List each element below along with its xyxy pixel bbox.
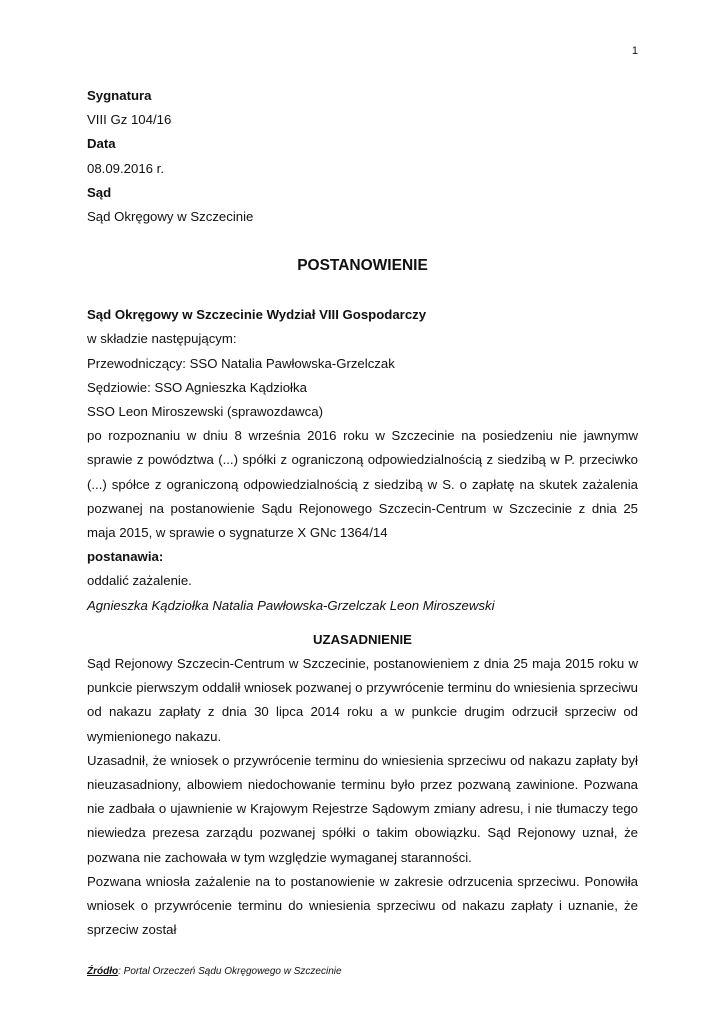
date-label: Data: [87, 136, 116, 152]
signature-label: Sygnatura: [87, 88, 152, 103]
reporter-line: SSO Leon Miroszewski (sprawozdawca): [87, 404, 323, 420]
footer-source-label: Źródło: [87, 966, 119, 977]
court-label: Sąd: [87, 184, 112, 200]
footer-source: [87, 966, 342, 977]
signature-value: VIII Gz 104/16: [87, 112, 172, 128]
court-value: Sąd Okręgowy w Szczecinie: [87, 209, 254, 225]
decides-label: postanawia:: [87, 549, 164, 565]
decision-text: oddalić zażalenie.: [87, 573, 192, 589]
justification-paragraph-1: Sąd Rejonowy Szczecin-Centrum w Szczecinie, postanowieniem z dnia 25 maja 2015 roku w punkcie pierwszym oddalił wniosek pozwanej o przywrócenie terminu do wniesienia sprzeciwu od nakazu zapłaty z dnia 30 lipca 2014 roku a w punkcie drugim odrzucił sprzeciw od wymienionego nakazu.: [87, 656, 638, 744]
judges-line: Sędziowie: SSO Agnieszka Kądziołka: [87, 379, 307, 395]
court-heading: Sąd Okręgowy w Szczecinie Wydział VIII Gospodarczy: [87, 307, 427, 323]
date-value: 08.09.2016 r.: [87, 160, 164, 176]
case-paragraph: po rozpoznaniu w dniu 8 września 2016 roku w Szczecinie na posiedzeniu nie jawnymw sprawie z powództwa (...) spółki z ograniczoną odpowiedzialnością z siedzibą w P. przeciwko (...) spółce z ograniczoną odpowiedzialnością z siedzibą w S. o zapłatę na skutek zażalenia pozwanej na postanowienie Sądu Rejonowego Szczecin-Centrum w Szczecinie z dnia 25 maja 2015, w sprawie o sygnaturze X GNc 1364/14: [87, 428, 638, 541]
page-number: 1: [631, 45, 638, 57]
document-title: POSTANOWIENIE: [297, 257, 428, 275]
chair-line: Przewodniczący: SSO Natalia Pawłowska-Grzelczak: [87, 355, 395, 371]
justification-heading: UZASADNIENIE: [313, 631, 412, 647]
composition-intro: w składzie następującym:: [87, 331, 237, 347]
signatures-line: Agnieszka Kądziołka Natalia Pawłowska-Grzelczak Leon Miroszewski: [87, 597, 495, 613]
document-body: [87, 84, 638, 943]
justification-paragraph-3: Pozwana wniosła zażalenie na to postanowienie w zakresie odrzucenia sprzeciwu. Ponowiła wniosek o przywrócenie terminu do wniesienia sprzeciwu od nakazu zapłaty i uznanie, że sprzeciw został: [87, 873, 638, 938]
footer-source-text: : Portal Orzeczeń Sądu Okręgowego w Szczecinie: [118, 966, 342, 977]
justification-paragraph-2: Uzasadnił, że wniosek o przywrócenie terminu do wniesienia sprzeciwu od nakazu zapłaty był nieuzasadniony, albowiem niedochowanie terminu było przez pozwaną zawinione. Pozwana nie zadbała o ujawnienie w Krajowym Rejestrze Sądowym zmiany adresu, i nie tłumaczy tego niewiedza prezesa zarządu pozwanej spółki o takim obowiązku. Sąd Rejonowy uznał, że pozwana nie zachowała w tym względzie wymaganej staranności.: [87, 752, 638, 865]
